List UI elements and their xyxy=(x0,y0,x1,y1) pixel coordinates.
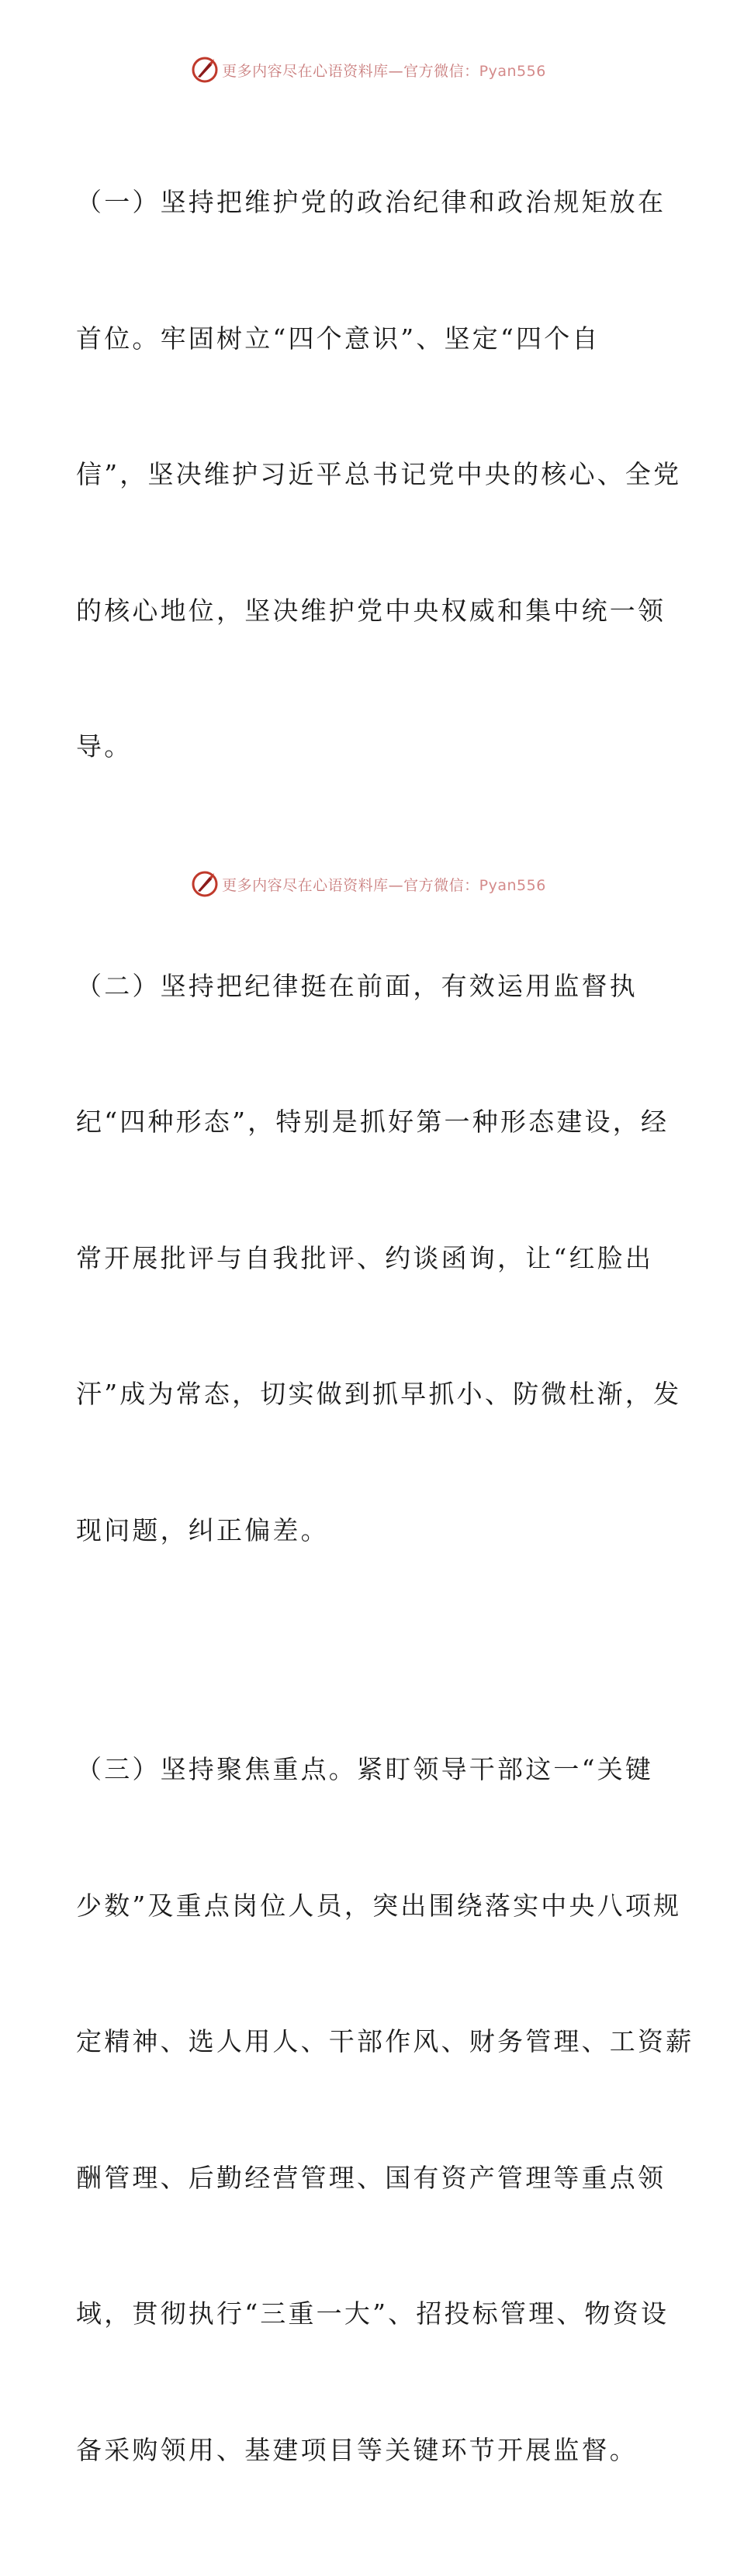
text-line: 纪“四种形态”，特别是抓好第一种形态建设，经 xyxy=(76,1107,670,1137)
quill-logo-icon xyxy=(191,56,219,84)
paragraph-3 xyxy=(76,1656,694,2564)
watermark-text: 更多内容尽在心语资料库—官方微信：Pyan556 xyxy=(222,876,546,894)
text-line: （三）坚持聚焦重点。紧盯领导干部这一“关键 xyxy=(76,1754,654,1784)
text-line: 现问题，纠正偏差。 xyxy=(76,1514,329,1545)
text-line: 少数”及重点岗位人员，突出围绕落实中央八项规 xyxy=(76,1890,682,1921)
text-line: 域，贯彻执行“三重一大”、招投标管理、物资设 xyxy=(76,2298,670,2329)
text-line: 常开展批评与自我批评、约谈函询，让“红脸出 xyxy=(76,1242,654,1273)
text-line: （二）坚持把纪律挺在前面，有效运用监督执 xyxy=(76,970,638,1001)
footer-watermark xyxy=(0,868,737,900)
text-line: 首位。牢固树立“四个意识”、坚定“四个自 xyxy=(76,323,600,354)
paragraph-1 xyxy=(76,89,682,861)
quill-logo-icon xyxy=(191,870,219,898)
paragraph-2 xyxy=(76,873,682,1645)
text-line: 汗”成为常态，切实做到抓早抓小、防微杜渐，发 xyxy=(76,1379,682,1409)
watermark-text: 更多内容尽在心语资料库—官方微信：Pyan556 xyxy=(222,62,546,80)
text-line: 的核心地位，坚决维护党中央权威和集中统一领 xyxy=(76,595,666,626)
text-line: 导。 xyxy=(76,731,133,761)
text-line: （一）坚持把维护党的政治纪律和政治规矩放在 xyxy=(76,187,666,217)
text-line: 信”，坚决维护习近平总书记党中央的核心、全党 xyxy=(76,459,682,489)
text-line: 酬管理、后勤经营管理、国有资产管理等重点领 xyxy=(76,2162,666,2193)
text-line: 定精神、选人用人、干部作风、财务管理、工资薪 xyxy=(76,2026,694,2056)
text-line: 备采购领用、基建项目等关键环节开展监督。 xyxy=(76,2434,638,2465)
header-watermark xyxy=(0,54,737,85)
document-body xyxy=(76,89,694,2576)
